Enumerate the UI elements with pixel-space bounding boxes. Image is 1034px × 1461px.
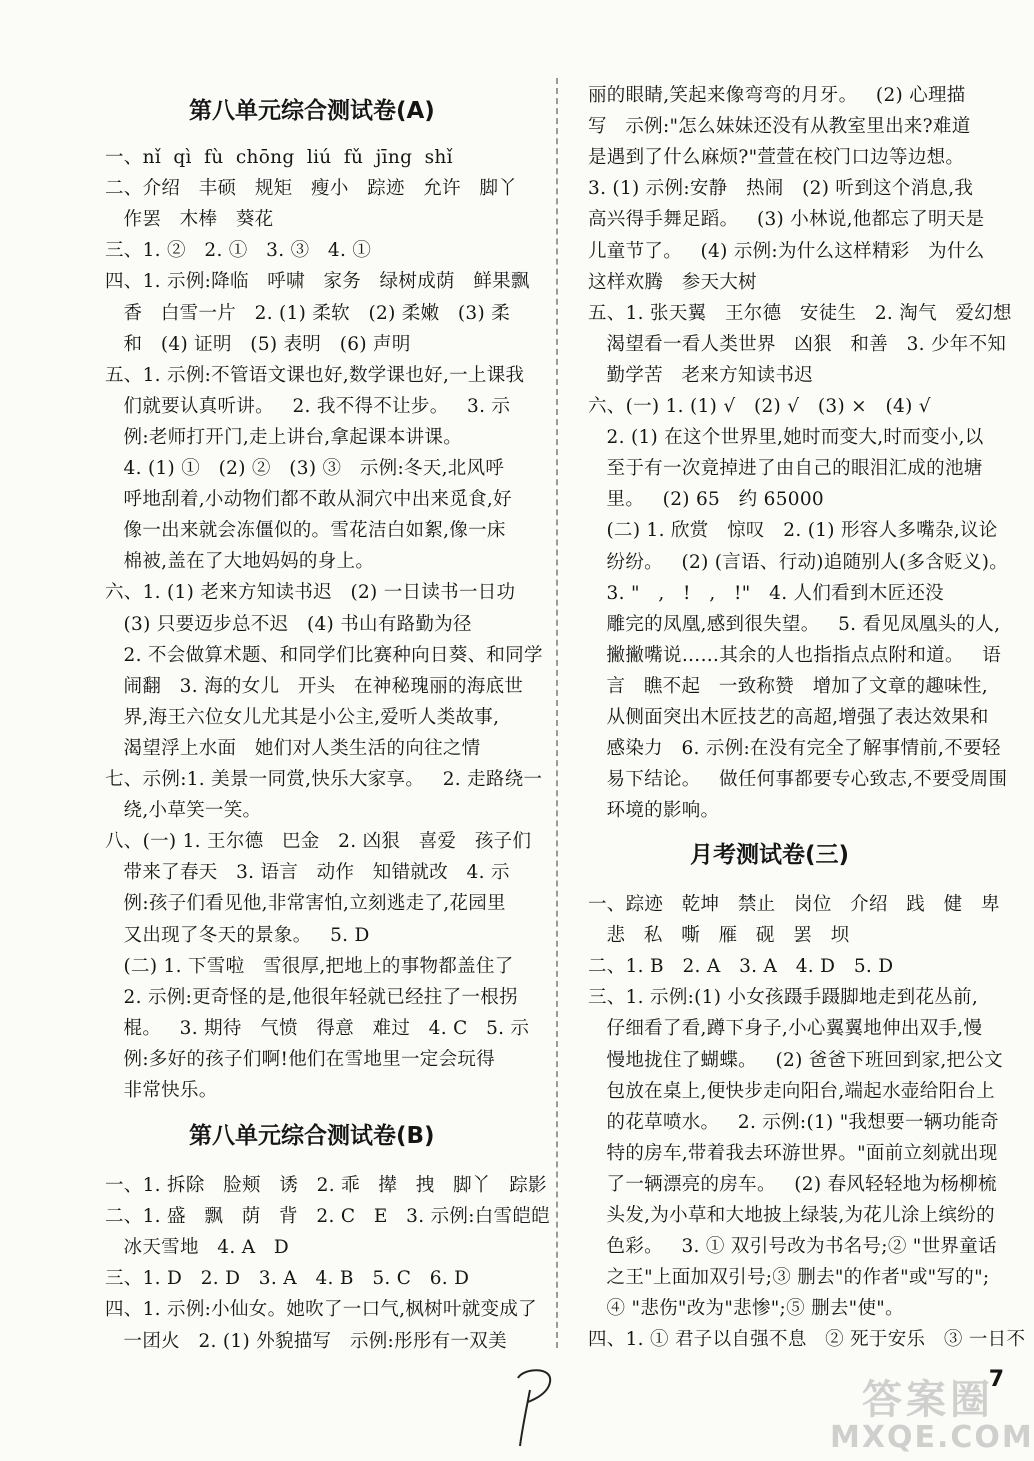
- answer-line: 绕,小草笑一笑。: [105, 800, 262, 822]
- answer-line: 界,海王六位女儿尤其是小公主,爱听人类故事,: [105, 706, 500, 728]
- answer-line: 感染力 6. 示例:在没有完全了解事情前,不要轻: [588, 738, 1001, 760]
- answer-line: 五、1. 示例:不管语文课也好,数学课也好,一上课我: [105, 364, 525, 386]
- answer-line: 冰天雪地 4. A D: [105, 1237, 290, 1259]
- answer-line: 色彩。 3. ① 双引号改为书名号;② "世界童话: [588, 1236, 997, 1258]
- answer-line: 儿童节了。 (4) 示例:为什么这样精彩 为什么: [588, 240, 985, 262]
- answer-line: 三、1. 示例:(1) 小女孩蹑手蹑脚地走到花丛前,: [588, 987, 979, 1009]
- section-title-monthly-test-3: 月考测试卷(三): [690, 842, 850, 868]
- answer-line: 悲 私 嘶 雁 砚 罢 坝: [588, 925, 850, 947]
- answer-line: 写 示例:"怎么妹妹还没有从教室里出来?难道: [588, 116, 971, 138]
- answer-line: 六、1. (1) 老来方知读书迟 (2) 一日读书一日功: [105, 582, 516, 604]
- answer-line: 香 白雪一片 2. (1) 柔软 (2) 柔嫩 (3) 柔: [105, 302, 510, 324]
- answer-line: 了一辆漂亮的房车。 (2) 春风轻轻地为杨柳梳: [588, 1173, 997, 1195]
- answer-line: 又出现了冬天的景象。 5. D: [105, 924, 370, 946]
- answer-line: 五、1. 张天翼 王尔德 安徒生 2. 淘气 爱幻想: [588, 302, 1012, 324]
- answer-line: 和 (4) 证明 (5) 表明 (6) 声明: [105, 333, 411, 355]
- answer-line: 言 瞧不起 一致称赞 增加了文章的趣味性,: [588, 675, 988, 697]
- answer-line: 包放在桌上,便快步走向阳台,端起水壶给阳台上: [588, 1080, 995, 1102]
- answer-line: 二、介绍 丰硕 规矩 瘦小 踪迹 允许 脚丫: [105, 178, 518, 200]
- answer-line: 的花草喷水。 2. 示例:(1) "我想要一辆功能奇: [588, 1111, 999, 1133]
- page-number: 7: [988, 1367, 1004, 1392]
- answer-line: 高兴得手舞足蹈。 (3) 小林说,他都忘了明天是: [588, 209, 985, 231]
- answer-line: 至于有一次竟掉进了由自己的眼泪汇成的池塘: [588, 458, 983, 480]
- handwritten-mark-icon: [498, 1360, 568, 1450]
- answer-line: 2. 示例:更奇怪的是,他很年轻就已经拄了一根拐: [105, 986, 518, 1008]
- answer-line: 纷纷。 (2) (言语、行动)追随别人(多含贬义)。: [588, 551, 1009, 573]
- answer-line: 呼地刮着,小动物们都不敢从洞穴中出来觅食,好: [105, 489, 512, 511]
- answer-line: 勤学苦 老来方知读书迟: [588, 364, 814, 386]
- answer-line: 四、1. 示例:小仙女。她吹了一口气,枫树叶就变成了: [105, 1299, 537, 1321]
- answer-line: 例:孩子们看见他,非常害怕,立刻逃走了,花园里: [105, 893, 506, 915]
- answer-line: 头发,为小草和大地披上绿装,为花儿涂上缤纷的: [588, 1205, 995, 1226]
- answer-line: 四、1. 示例:降临 呼啸 家务 绿树成荫 鲜果飘: [105, 271, 530, 293]
- answer-line: 二、1. 盛 飘 荫 背 2. C E 3. 示例:白雪皑皑: [105, 1206, 550, 1228]
- answer-line: 仔细看了看,蹲下身子,小心翼翼地伸出双手,慢: [588, 1018, 983, 1040]
- watermark-url: MXQE.COM: [830, 1420, 1034, 1455]
- answer-line: 环境的影响。: [588, 800, 720, 822]
- answer-line: 四、1. ① 君子以自强不息 ② 死于安乐 ③ 一日不: [588, 1329, 1026, 1351]
- answer-line: 渴望看一看人类世界 凶狠 和善 3. 少年不知: [588, 333, 1007, 355]
- answer-line: 二、1. B 2. A 3. A 4. D 5. D: [588, 956, 894, 978]
- answer-line: 是遇到了什么麻烦?"萱萱在校门口边等边想。: [588, 147, 965, 169]
- answer-line: 丽的眼睛,笑起来像弯弯的月牙。 (2) 心理描: [588, 85, 966, 106]
- watermark-logo: 答案圈: [862, 1377, 994, 1423]
- answer-line: 例:多好的孩子们啊!他们在雪地里一定会玩得: [105, 1048, 496, 1070]
- answer-line: 棍。 3. 期待 气愤 得意 难过 4. C 5. 示: [105, 1017, 530, 1039]
- answer-line: 像一出来就会冻僵似的。雪花洁白如絮,像一床: [105, 520, 506, 542]
- answer-line: 里。 (2) 65 约 65000: [588, 489, 824, 511]
- answer-line: 三、1. D 2. D 3. A 4. B 5. C 6. D: [105, 1268, 470, 1290]
- answer-line: 雕完的凤凰,感到很失望。 5. 看见凤凰头的人,: [588, 613, 1001, 635]
- answer-line: 2. 不会做算术题、和同学们比赛种向日葵、和同学: [105, 644, 543, 666]
- answer-line: 易下结论。 做任何事都要专心致志,不要受周围: [588, 769, 1008, 791]
- answer-line: 之王"上面加双引号;③ 删去"的作者"或"写的";: [588, 1267, 990, 1289]
- answer-line: 六、(一) 1. (1) √ (2) √ (3) × (4) √: [588, 396, 931, 417]
- answer-line: 一团火 2. (1) 外貌描写 示例:彤彤有一双美: [105, 1330, 507, 1352]
- answer-line: 们就要认真听讲。 2. 我不得不让步。 3. 示: [105, 395, 511, 417]
- column-divider: [556, 78, 558, 1348]
- answer-line: 4. (1) ① (2) ② (3) ③ 示例:冬天,北风呼: [105, 458, 505, 479]
- section-title-unit8-b: 第八单元综合测试卷(B): [189, 1123, 435, 1149]
- answer-line: ④ "悲伤"改为"悲惨";⑤ 删去"使"。: [588, 1298, 904, 1320]
- answer-line: 作罢 木棒 葵花: [105, 209, 274, 231]
- answer-line: (二) 1. 欣赏 惊叹 2. (1) 形容人多嘴杂,议论: [588, 520, 998, 542]
- answer-line: (二) 1. 下雪啦 雪很厚,把地上的事物都盖住了: [105, 955, 514, 977]
- answer-line: 3. " , ! , !" 4. 人们看到木匠还没: [588, 582, 944, 604]
- answer-line: 一、踪迹 乾坤 禁止 岗位 介绍 践 健 卑: [588, 894, 1000, 915]
- answer-line: 慢地拢住了蝴蝶。 (2) 爸爸下班回到家,把公文: [588, 1049, 1003, 1071]
- answer-line: (3) 只要迈步总不迟 (4) 书山有路勤为径: [105, 613, 472, 635]
- answer-line: 棉被,盖在了大地妈妈的身上。: [105, 551, 375, 573]
- answer-line: 八、(一) 1. 王尔德 巴金 2. 凶狠 喜爱 孩子们: [105, 831, 532, 853]
- answer-line: 3. (1) 示例:安静 热闹 (2) 听到这个消息,我: [588, 178, 974, 200]
- answer-line: 带来了春天 3. 语言 动作 知错就改 4. 示: [105, 862, 510, 884]
- answer-line: 2. (1) 在这个世界里,她时而变大,时而变小,以: [588, 427, 984, 449]
- answer-line: 一、1. 拆除 脸颊 诱 2. 乖 撵 拽 脚丫 踪影: [105, 1175, 547, 1196]
- answer-line: 这样欢腾 参天大树: [588, 271, 757, 293]
- answer-line: 特的房车,带着我去环游世界。"面前立刻就出现: [588, 1142, 998, 1164]
- answer-line: 撇撇嘴说……其余的人也指指点点附和道。 语: [588, 644, 1002, 666]
- answer-line: 闹翻 3. 海的女儿 开头 在神秘瑰丽的海底世: [105, 675, 524, 697]
- answer-line: 从侧面突出木匠技艺的高超,增强了表达效果和: [588, 707, 989, 728]
- section-title-unit8-a: 第八单元综合测试卷(A): [189, 98, 435, 124]
- answer-line: 非常快乐。: [105, 1080, 218, 1101]
- answer-line: 三、1. ② 2. ① 3. ③ 4. ①: [105, 240, 372, 262]
- answer-line: 一、nǐ qì fù chōng liú fǔ jīng shǐ: [105, 147, 453, 168]
- answer-line: 渴望浮上水面 她们对人类生活的向往之情: [105, 737, 481, 759]
- answer-line: 例:老师打开门,走上讲台,拿起课本讲课。: [105, 426, 463, 448]
- answer-line: 七、示例:1. 美景一同赏,快乐大家享。 2. 走路绕一: [105, 769, 543, 790]
